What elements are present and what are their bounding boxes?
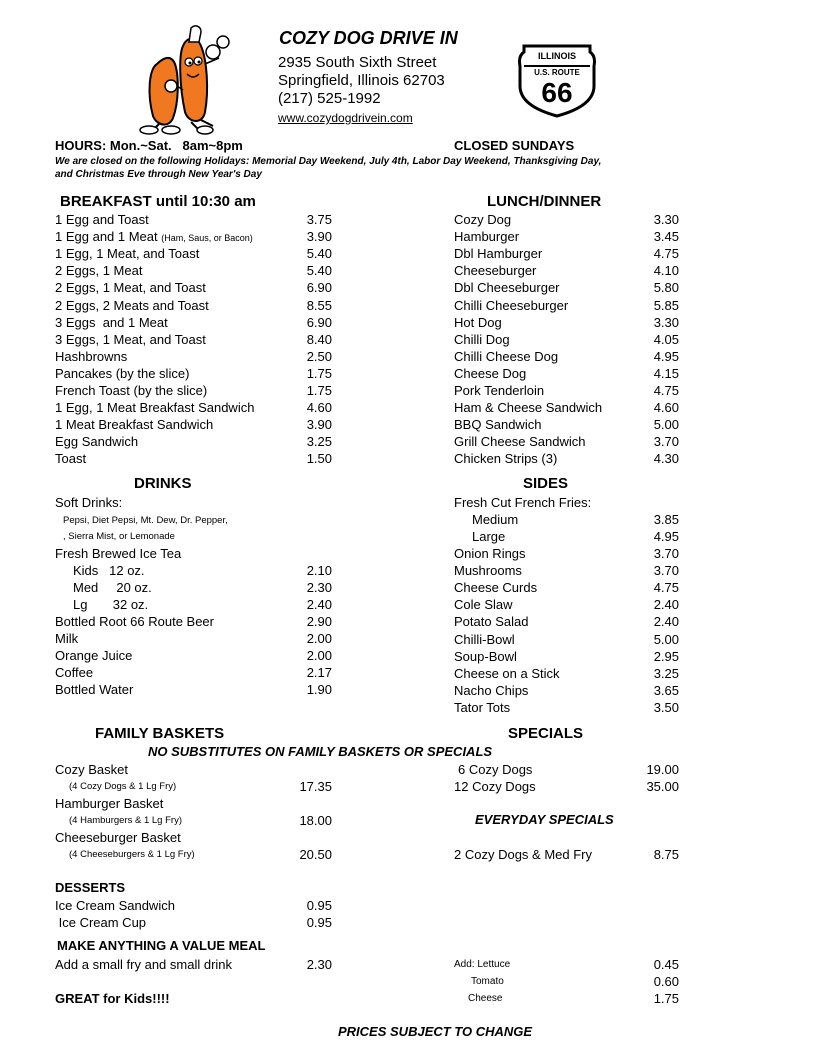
item-price: 2.90 [306,614,332,629]
item-price: 2.40 [306,597,332,613]
side-item: Mushrooms [454,563,522,579]
drink-item: Bottled Root 66 Route Beer [55,614,214,629]
breakfast-item [55,315,168,330]
item-price: 1.50 [306,451,332,467]
basket-note: (4 Hamburgers & 1 Lg Fry) [69,815,182,827]
item-price: 3.30 [653,314,679,330]
item-price: 2.17 [306,665,332,681]
side-item: Cheese Curds [454,580,538,596]
item-price: 4.05 [653,331,679,347]
item-price: 4.75 [653,580,679,596]
item-price: 3.90 [306,229,332,245]
shield-state: ILLINOIS [538,51,576,61]
lunch-item: BBQ Sandwich [454,417,542,433]
addon-item: Cheese [468,993,503,1004]
item-price: 5.85 [653,297,679,313]
item-price: 4.15 [653,365,679,381]
item-price: 0.60 [653,974,679,989]
lunch-item: Ham & Cheese Sandwich [454,400,603,416]
holidays-line-2: and Christmas Eve through New Year's Day [55,169,262,180]
item-name: 2 Eggs, 2 Meats and Toast [55,297,209,313]
sides-heading: SIDES [523,475,569,492]
item-price: 1.90 [306,682,332,698]
special-item: 12 Cozy Dogs [454,779,536,795]
item-price: 5.40 [306,263,332,279]
item-price: 3.75 [306,212,332,227]
value-meal-price: 2.30 [306,957,332,972]
great-for-kids: GREAT for Kids!!!! [55,991,170,1006]
item-price: 1.75 [306,383,332,398]
side-item: Onion Rings [454,546,526,561]
item-price: 3.45 [653,229,679,245]
drinks-heading: DRINKS [134,475,192,492]
item-name: 1 Egg and Toast [55,212,149,227]
item-name: Pancakes (by the slice) [55,365,190,381]
side-item: Cole Slaw [454,597,513,613]
side-item: Cheese on a Stick [454,665,560,681]
item-price: 4.60 [653,400,679,416]
desserts-heading: DESSERTS [55,880,126,895]
french-fries-label: Fresh Cut French Fries: [454,495,592,510]
breakfast-item [55,263,142,278]
item-price: 2.10 [306,563,332,578]
item-price: 8.40 [306,331,332,347]
specials-heading: SPECIALS [508,725,584,742]
item-price: 2.50 [306,348,332,364]
item-price: 3.85 [653,512,679,527]
side-item: Chilli-Bowl [454,631,515,647]
breakfast-item [55,451,86,466]
item-price: 3.30 [653,212,679,227]
item-name: Hashbrowns [55,348,128,364]
item-price: 2.95 [653,648,679,664]
fries-size: Large [472,529,506,545]
item-price: 6.90 [306,314,332,330]
side-item: Nacho Chips [454,682,529,698]
shield-number: 66 [541,77,573,108]
breakfast-item [55,349,127,364]
address-line-2: Springfield, Illinois 62703 [278,72,445,89]
lunch-item: Dbl Hamburger [454,246,543,262]
item-price: 2.00 [306,631,332,647]
lunch-item: Pork Tenderloin [454,383,545,398]
closed-sundays: CLOSED SUNDAYS [454,138,575,153]
item-name: 1 Egg and 1 Meat [55,229,162,245]
phone-number: (217) 525-1992 [278,90,381,107]
item-price: 5.40 [306,246,332,262]
lunch-item: Dbl Cheeseburger [454,280,560,296]
side-item: Soup-Bowl [454,648,517,664]
item-price: 3.70 [653,563,679,579]
route-66-shield [518,42,596,118]
item-price: 8.55 [306,297,332,313]
item-price: 3.50 [653,699,679,715]
item-name: 3 Eggs and 1 Meat [55,314,168,330]
drink-item: Coffee [55,665,94,681]
item-name: 2 Eggs, 1 Meat [55,263,143,279]
lunch-item: Chilli Cheese Dog [454,348,559,364]
item-name: 3 Eggs, 1 Meat, and Toast [55,331,206,347]
lunch-item: Cozy Dog [454,212,512,227]
item-name: 1 Egg, 1 Meat, and Toast [55,246,200,262]
soft-drinks-note-1: Pepsi, Diet Pepsi, Mt. Dew, Dr. Pepper, [63,515,228,526]
tea-size: Med 20 oz. [73,580,152,596]
no-substitutes-notice: NO SUBSTITUTES ON FAMILY BASKETS OR SPECIALS [148,744,493,759]
item-price: 2.40 [653,597,679,613]
item-price: 0.95 [306,898,332,913]
breakfast-item [55,366,189,381]
item-name: Toast [55,451,87,467]
breakfast-item [55,434,138,449]
item-price: 2.00 [306,648,332,664]
soft-drinks-label: Soft Drinks: [55,495,123,510]
lunch-item: Cheeseburger [454,263,537,279]
breakfast-item [55,417,213,432]
value-meal-item: Add a small fry and small drink [55,957,233,972]
item-price: 20.50 [299,847,332,863]
breakfast-item [55,400,254,415]
breakfast-item [55,332,206,347]
item-price: 0.45 [653,957,679,972]
basket-name: Hamburger Basket [55,796,164,812]
lunch-item: Chicken Strips (3) [454,451,558,467]
lunch-item: Chilli Dog [454,331,510,347]
item-price: 4.60 [306,400,332,416]
item-price: 35.00 [646,779,679,795]
breakfast-item [55,212,149,227]
lunch-item: Grill Cheese Sandwich [454,434,586,450]
breakfast-item [55,280,206,295]
basket-name: Cheeseburger Basket [55,830,181,846]
item-price: 3.25 [306,434,332,450]
item-price: 5.00 [653,631,679,647]
soft-drinks-note-2: , Sierra Mist, or Lemonade [63,531,175,542]
item-name: Egg Sandwich [55,434,139,450]
item-price: 2.40 [653,614,679,630]
side-item: Potato Salad [454,614,529,630]
item-price: 6.90 [306,280,332,296]
breakfast-item [55,246,199,261]
everyday-special-price: 8.75 [653,847,679,862]
breakfast-item [55,383,207,398]
item-price: 3.70 [653,546,679,561]
item-price: 1.75 [653,991,679,1006]
everyday-special-item: 2 Cozy Dogs & Med Fry [454,847,592,862]
cozy-dog-mascot-logo [135,24,245,136]
everyday-specials-heading: EVERYDAY SPECIALS [475,812,614,827]
item-note: (Ham, Saus, or Bacon) [161,233,253,244]
addon-item: Add: Lettuce [454,959,511,970]
dessert-item: Ice Cream Cup [55,915,147,931]
tea-size: Kids 12 oz. [73,563,145,578]
special-item: 6 Cozy Dogs [458,762,533,777]
item-price: 4.10 [653,263,679,279]
item-price: 5.00 [653,417,679,433]
restaurant-name: COZY DOG DRIVE IN [279,28,458,48]
ice-tea-label: Fresh Brewed Ice Tea [55,546,182,561]
lunch-item: Chilli Cheeseburger [454,297,569,313]
item-price: 3.70 [653,434,679,450]
lunch-item: Cheese Dog [454,365,527,381]
dessert-item: Ice Cream Sandwich [55,898,175,913]
item-price: 17.35 [299,779,332,794]
address-line-1: 2935 South Sixth Street [278,54,437,71]
item-price: 3.90 [306,417,332,433]
item-price: 19.00 [646,762,679,777]
holidays-line-1: We are closed on the following Holidays: Memorial Day Weekend, July 4th, Labor Day Weekend, Thanksgiving Day, [55,156,602,167]
item-price: 18.00 [299,813,332,829]
addon-item: Tomato [471,976,504,987]
drink-item: Orange Juice [55,648,133,664]
basket-note: (4 Cozy Dogs & 1 Lg Fry) [69,781,177,792]
tea-size: Lg 32 oz. [73,597,149,613]
family-baskets-heading: FAMILY BASKETS [95,725,225,742]
item-name: 1 Egg, 1 Meat Breakfast Sandwich [55,400,255,416]
drink-item: Bottled Water [55,682,134,698]
item-price: 4.95 [653,529,679,545]
shield-route-label: U.S. ROUTE [534,68,580,77]
item-price: 1.75 [306,365,332,381]
drink-item: Milk [55,631,79,647]
item-price: 4.75 [653,246,679,262]
hours-label: HOURS: Mon.~Sat. 8am~8pm [55,138,243,153]
item-price: 3.65 [653,682,679,698]
basket-name: Cozy Basket [55,762,128,777]
website-link[interactable]: www.cozydogdrivein.com [278,111,413,125]
breakfast-item [55,298,209,313]
item-price: 4.30 [653,451,679,467]
lunch-dinner-heading: LUNCH/DINNER [487,193,602,210]
breakfast-item [55,229,253,244]
breakfast-heading: BREAKFAST until 10:30 am [60,193,256,210]
fries-size: Medium [472,512,519,527]
lunch-item: Hot Dog [454,314,502,330]
item-price: 4.95 [653,348,679,364]
item-price: 4.75 [653,383,679,398]
item-price: 3.25 [653,665,679,681]
prices-subject-to-change: PRICES SUBJECT TO CHANGE [338,1024,533,1039]
item-name: 2 Eggs, 1 Meat, and Toast [55,280,206,296]
value-meal-heading: MAKE ANYTHING A VALUE MEAL [57,938,266,953]
item-name: French Toast (by the slice) [55,383,208,398]
side-item: Tator Tots [454,699,511,715]
lunch-item: Hamburger [454,229,520,245]
item-name: 1 Meat Breakfast Sandwich [55,417,214,433]
item-price: 2.30 [306,580,332,596]
item-price: 0.95 [306,915,332,931]
item-price: 5.80 [653,280,679,296]
basket-note: (4 Cheeseburgers & 1 Lg Fry) [69,849,195,861]
